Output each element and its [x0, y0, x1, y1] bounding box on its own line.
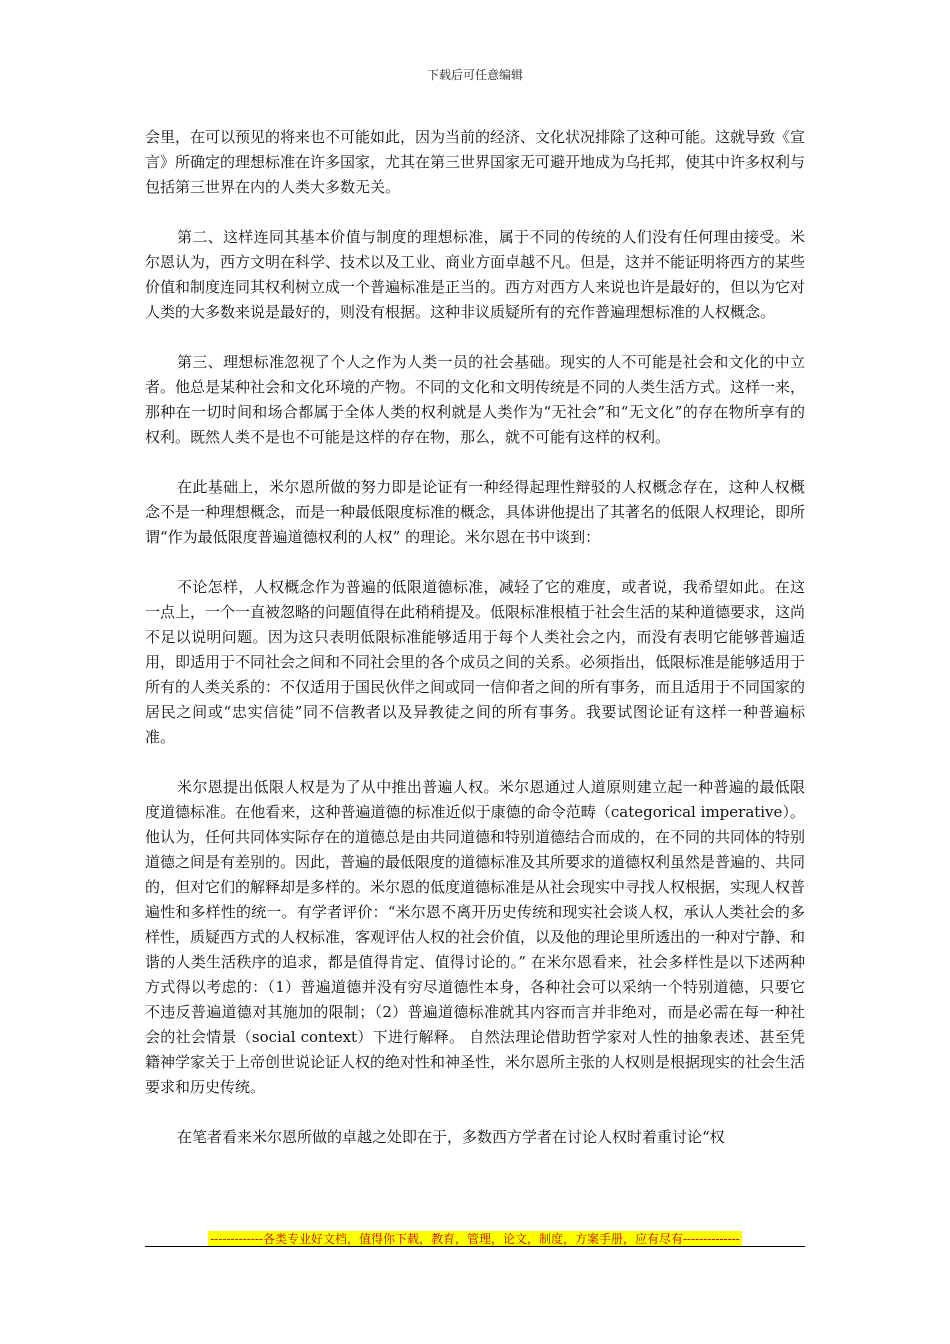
- paragraph-quotation: 不论怎样，人权概念作为普遍的低限道德标准，减轻了它的难度，或者说，我希望如此。在这一点上，一个一直被忽略的问题值得在此稍稍提及。低限标准根植于社会生活的某种道德要求，这尚不足以说明问题。因为这只表明低限标准能够适用于每个人类社会之内，而没有表明它能够普遍适用，即适用于不同社会之间和不同社会里的各个成员之间的关系。必须指出，低限标准是能够适用于所有的人类关系的：不仅适用于国民伙伴之间或同一信仰者之间的所有事务，而且适用于不同国家的居民之间或“忠实信徒”同不信教者以及异教徒之间的所有事务。我要试图论证有这样一种普遍标准。: [145, 578, 806, 746]
- paragraph-second-point: 第二、这样连同其基本价值与制度的理想标准，属于不同的传统的人们没有任何理由接受。米尔恩认为，西方文明在科学、技术以及工业、商业方面卓越不凡。但是，这并不能证明将西方的某些价值和制度连同其权利树立成一个普遍标准是正当的。西方对西方人来说也许是最好的，但以为它对人类的大多数来说是最好的，则没有根据。这种非议质疑所有的充作普遍理想标准的人权概念。: [145, 228, 806, 321]
- document-body: [145, 125, 805, 1175]
- footer-advert-text: -------------各类专业好文档，值得你下载，教育，管理，论文，制度，方案手册，应有尽有--------------: [210, 1232, 740, 1246]
- footer-divider: [145, 1246, 805, 1247]
- page-footer: [145, 1228, 805, 1247]
- paragraph-continuation: 会里，在可以预见的将来也不可能如此，因为当前的经济、文化状况排除了这种可能。这就导致《宣言》所确定的理想标准在许多国家，尤其在第三世界国家无可避开地成为乌托邦，使其中许多权利与包括第三世界在内的人类大多数无关。: [145, 128, 806, 196]
- paragraph-universal-rights: 米尔恩提出低限人权是为了从中推出普遍人权。米尔恩通过人道原则建立起一种普遍的最低限度道德标准。在他看来，这种普遍道德的标准近似于康德的命令范畴（categorical imperative）。 他认为，任何共同体实际存在的道德总是由共同道德和特别道德结合而成的，在不同的共同体的特别道德之间是有差别的。因此，普遍的最低限度的道德标准及其所要求的道德权利虽然是普遍的、共同的，但对它们的解释却是多样的。米尔恩的低度道德标准是从社会现实中寻找人权根据，实现人权普遍性和多样性的统一。有学者评价：“米尔恩不离开历史传统和现实社会谈人权，承认人类社会的多样性，质疑西方式的人权标准，客观评估人权的社会价值，以及他的理论里所透出的一种对宁静、和谐的人类生活秩序的追求，都是值得肯定、值得讨论的。” 在米尔恩看来，社会多样性是以下述两种方式得以考虑的：（1）普遍道德并没有穷尽道德性本身，各种社会可以采纳一个特别道德，只要它不违反普遍道德对其施加的限制；（2）普遍道德标准就其内容而言并非绝对，而是必需在每一种社会的社会情景（social context）下进行解释。 自然法理论借助哲学家对人性的抽象表述、甚至凭籍神学家关于上帝创世说论证人权的绝对性和神圣性，米尔恩所主张的人权则是根据现实的社会生活要求和历史传统。: [145, 778, 806, 1096]
- page-header: 下载后可任意编辑: [426, 68, 523, 82]
- paragraph-author-view: 在笔者看来米尔恩所做的卓越之处即在于，多数西方学者在讨论人权时着重讨论“权: [177, 1128, 725, 1146]
- paragraph-third-point: 第三、理想标准忽视了个人之作为人类一员的社会基础。现实的人不可能是社会和文化的中立者。他总是某种社会和文化环境的产物。不同的文化和文明传统是不同的人类生活方式。这样一来，那种在一切时间和场合都属于全体人类的权利就是人类作为“无社会”和“无文化”的存在物所享有的权利。既然人类不是也不可能是这样的存在物，那么，就不可能有这样的权利。: [145, 353, 806, 446]
- paragraph-milne-effort: 在此基础上，米尔恩所做的努力即是论证有一种经得起理性辩驳的人权概念存在，这种人权概念不是一种理想概念，而是一种最低限度标准的概念，具体讲他提出了其著名的低限人权理论，即所谓“作为最低限度普遍道德权利的人权” 的理论。米尔恩在书中谈到：: [145, 478, 806, 546]
